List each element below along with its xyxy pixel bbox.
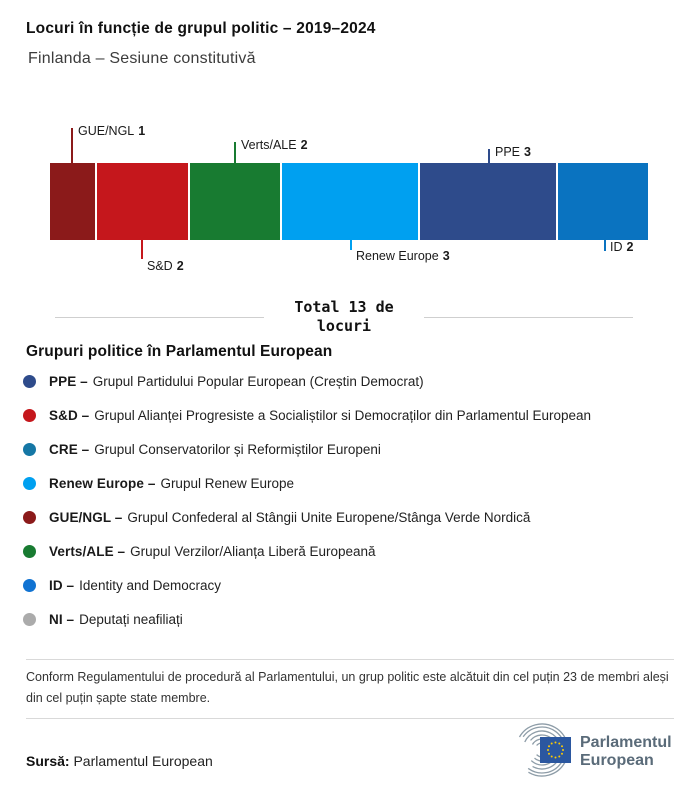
legend-abbr: S&D –	[49, 407, 90, 423]
callout-label-gue-ngl	[78, 124, 145, 138]
legend-dot-id	[23, 579, 36, 592]
bar-segment-verts-ale[interactable]	[190, 163, 282, 240]
callout-group-name: ID	[610, 240, 623, 254]
legend-abbr: PPE –	[49, 373, 88, 389]
callout-label-ppe	[495, 145, 531, 159]
legend-dot-renew	[23, 477, 36, 490]
callout-label-sd	[147, 259, 184, 273]
legend-heading: Grupuri politice în Parlamentul European	[26, 343, 333, 360]
eu-flag-icon	[540, 737, 571, 763]
legend-dot-sd	[23, 409, 36, 422]
callout-seats: 3	[524, 145, 531, 159]
legend-dot-cre	[23, 443, 36, 456]
callout-group-name: PPE	[495, 145, 521, 159]
logo-text-line2: European	[580, 752, 654, 769]
callout-group-name: Verts/ALE	[241, 138, 297, 152]
callout-label-renew	[356, 249, 450, 263]
callout-line-ppe	[488, 149, 490, 163]
callout-line-renew	[350, 240, 352, 250]
bar-segment-ppe[interactable]	[420, 163, 558, 240]
callout-line-gue-ngl	[71, 128, 73, 163]
legend-desc: Grupul Confederal al Stângii Unite Europene/Stânga Verde Nordică	[127, 509, 531, 525]
legend-dot-gue-ngl	[23, 511, 36, 524]
callout-seats: 2	[176, 259, 184, 273]
legend-item-id	[23, 568, 591, 602]
divider-bottom	[26, 718, 674, 719]
legend-item-sd	[23, 398, 591, 432]
legend-dot-ni	[23, 613, 36, 626]
legend-desc: Grupul Renew Europe	[160, 475, 295, 491]
legend-desc: Grupul Partidului Popular European (Creștin Democrat)	[92, 373, 424, 389]
source-line	[26, 753, 213, 769]
callout-group-name: S&D	[147, 259, 173, 273]
legend-list	[23, 364, 591, 636]
callout-label-verts-ale	[241, 138, 308, 152]
legend-item-renew	[23, 466, 591, 500]
legend-abbr: GUE/NGL –	[49, 509, 123, 525]
seats-stacked-bar-chart	[0, 120, 700, 285]
legend-item-gue-ngl	[23, 500, 591, 534]
callout-line-sd	[141, 240, 143, 259]
total-rule-left	[55, 317, 264, 318]
stacked-bar	[50, 163, 648, 240]
callout-group-name: Renew Europe	[356, 249, 439, 263]
legend-desc: Grupul Verzilor/Alianța Liberă Europeană	[130, 543, 376, 559]
legend-abbr: CRE –	[49, 441, 90, 457]
bar-segment-id[interactable]	[558, 163, 648, 240]
callout-seats: 2	[626, 240, 634, 254]
bar-segment-gue-ngl[interactable]	[50, 163, 97, 240]
legend-desc: Grupul Alianței Progresiste a Socialiștilor si Democraților din Parlamentul European	[94, 407, 591, 423]
european-parliament-logo	[506, 722, 678, 783]
legend-item-cre	[23, 432, 591, 466]
total-seats-label: Total 13 de locuri	[294, 298, 394, 335]
bar-segment-sd[interactable]	[97, 163, 189, 240]
callout-line-id	[604, 240, 606, 251]
legend-item-ni	[23, 602, 591, 636]
legend-abbr: Renew Europe –	[49, 475, 156, 491]
divider-top	[26, 659, 674, 660]
legend-item-verts-ale	[23, 534, 591, 568]
legend-item-ppe	[23, 364, 591, 398]
total-rule-right	[424, 317, 633, 318]
legend-abbr: NI –	[49, 611, 75, 627]
legend-desc: Identity and Democracy	[79, 577, 221, 593]
page-subtitle: Finlanda – Sesiune constitutivă	[28, 50, 256, 67]
callout-seats: 2	[300, 138, 308, 152]
legend-abbr: ID –	[49, 577, 75, 593]
logo-text-line1: Parlamentul	[580, 734, 672, 751]
callout-seats: 3	[442, 249, 450, 263]
legend-dot-verts-ale	[23, 545, 36, 558]
legend-desc: Deputați neafiliați	[79, 611, 183, 627]
bar-segment-renew[interactable]	[282, 163, 420, 240]
callout-line-verts-ale	[234, 142, 236, 163]
callout-seats: 1	[138, 124, 146, 138]
legend-abbr: Verts/ALE –	[49, 543, 126, 559]
footnote-text: Conform Regulamentului de procedură al Parlamentului, un grup politic este alcătuit din cel puțin 23 de membri aleși din cel puțin șapte state membre.	[26, 670, 669, 705]
total-seats-row	[0, 298, 700, 336]
callout-label-id	[610, 240, 633, 254]
source-value: Parlamentul European	[73, 753, 213, 769]
legend-dot-ppe	[23, 375, 36, 388]
ep-hemicycle-icon	[506, 722, 678, 778]
page-title: Locuri în funcție de grupul politic – 2019–2024	[26, 20, 376, 37]
source-label: Sursă:	[26, 753, 70, 769]
callout-group-name: GUE/NGL	[78, 124, 135, 138]
legend-desc: Grupul Conservatorilor și Reformiștilor Europeni	[94, 441, 381, 457]
